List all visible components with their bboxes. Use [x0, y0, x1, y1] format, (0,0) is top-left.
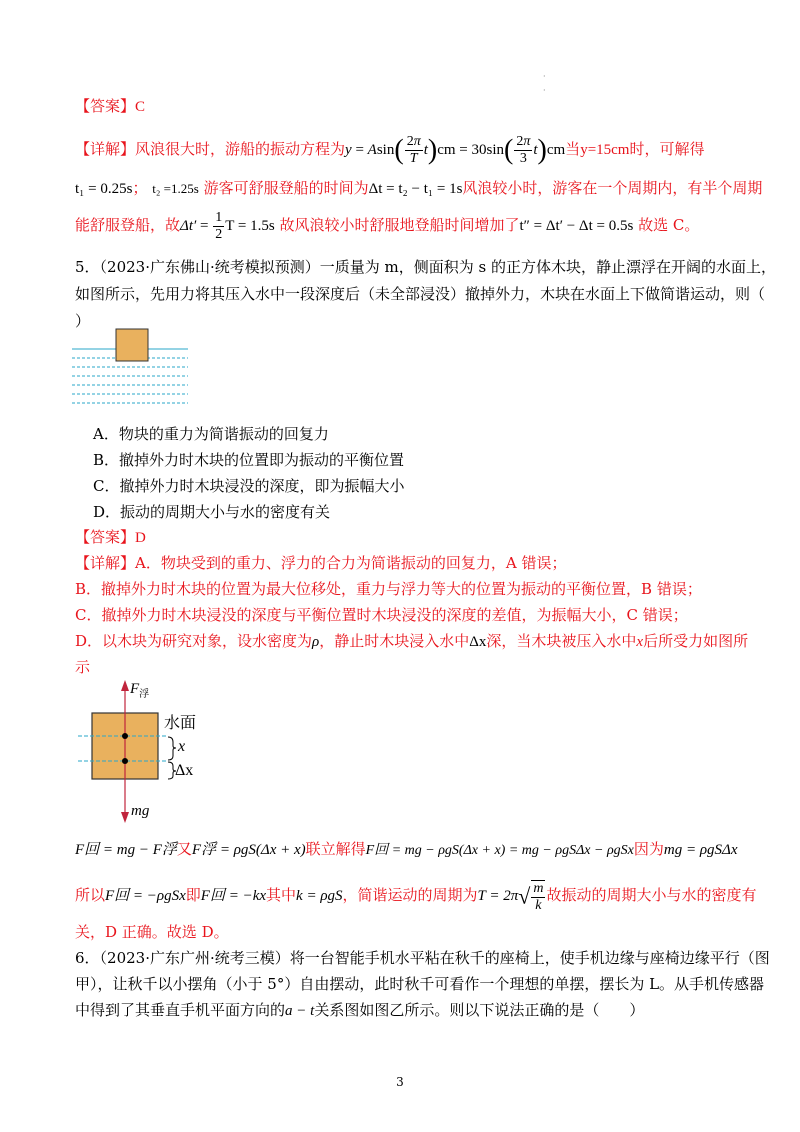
- q5-stem-line-1: 5．（2023·广东佛山·统考模拟预测）一质量为 m，侧面积为 s 的正方体木块，静止漂浮在开阔的水面上，: [75, 258, 776, 276]
- x-label: x: [178, 738, 186, 755]
- wood-block: [116, 329, 148, 361]
- q5-detail-d-line-2: 示: [75, 658, 91, 676]
- q5-floating-block-figure: [72, 325, 190, 410]
- q5-option-d: D．振动的周期大小与水的密度有关: [93, 503, 331, 521]
- q4-vibration-equation: y = Asin( $\frac{2\pi}{T}$ t)cm = 30sin( $\frac{2\pi}{3}$ t)cm: [345, 134, 566, 167]
- q5-answer: 【答案】D: [75, 528, 146, 546]
- q5-option-c: C．撤掉外力时木块浸没的深度，即为振幅大小: [93, 477, 405, 495]
- q4-detail-line-1: 【详解】风浪很大时，游船的振动方程为y = Asin( $\frac{2\pi}{T}$ t)cm = 30sin( $\frac{2\pi}{3}$ t)cm当y=15cm时，可解得: [75, 134, 705, 167]
- q5-option-a: A．物块的重力为简谐振动的回复力: [93, 425, 329, 443]
- q5-detail-a: 【详解】A．物块受到的重力、浮力的合力为简谐振动的回复力，A 错误；: [75, 554, 567, 572]
- header-dots: · ·: [543, 72, 546, 95]
- q5-detail-c: C．撤掉外力时木块浸没的深度与平衡位置时木块浸没的深度的差值，为振幅大小，C 错误；: [75, 606, 688, 624]
- q5-eq-line-3: 关，D 正确。故选 D。: [75, 923, 229, 941]
- q4-detail-line-2: t₁ = 0.25s； t₂ =1.25s 游客可舒服登船的时间为Δt = t₂ − t₁ = 1s风浪较小时，游客在一个周期内，有半个周期: [75, 179, 763, 197]
- q5-stem-line-3: ）: [75, 312, 91, 330]
- q5-detail-b: B．撤掉外力时木块的位置为最大位移处，重力与浮力等大的位置为振动的平衡位置，B 错误；: [75, 580, 702, 598]
- buoyancy-label: $F_浮$: [130, 681, 150, 700]
- q6-line-1: 6．（2023·广东广州·统考三模）将一台智能手机水平粘在秋千的座椅上，使手机边缘与座椅边缘平行（图: [75, 949, 770, 967]
- q4-detail-line-3: 能舒服登船，故Δt′ = $\frac{1}{2}$ T = 1.5s 故风浪较小时舒服地登船时间增加了t″ = Δt′ − Δt = 0.5s 故选 C。: [75, 210, 700, 243]
- q5-eq-line-1: F回 = mg − F浮又F浮 = ρgS(Δx + x)联立解得F回 = mg − ρgS(Δx + x) = mg − ρgSΔx − ρgSx因为mg = ρgSΔx: [75, 840, 738, 858]
- dx-label: Δx: [175, 762, 194, 779]
- q5-force-diagram: [78, 676, 208, 826]
- q6-line-2: 甲），让秋千以小摆角（小于 5°）自由摆动，此时秋千可看作一个理想的单摆，摆长为 L。从手机传感器: [75, 975, 765, 993]
- page-number: 3: [396, 1075, 404, 1089]
- q4-answer: 【答案】C: [75, 97, 146, 115]
- gravity-arrow-head: [121, 812, 129, 823]
- water-surface-label: 水面: [164, 713, 197, 732]
- q5-eq-line-2: 所以F回 = −ρgSx即F回 = −kx其中k = ρgS，简谐运动的周期为T = 2π√ $\frac{m}{k}$ 故振动的周期大小与水的密度有: [75, 880, 757, 913]
- q5-detail-d-line-1: D．以木块为研究对象，设水密度为ρ，静止时木块浸入水中Δx深，当木块被压入水中x后所受力如图所: [75, 632, 749, 650]
- q5-option-b: B．撤掉外力时木块的位置即为振动的平衡位置: [93, 451, 405, 469]
- mg-label: mg: [131, 803, 150, 819]
- q5-stem-line-2: 如图所示，先用力将其压入水中一段深度后（未全部浸没）撤掉外力，木块在水面上下做简谐运动，则（: [75, 285, 766, 303]
- q6-line-3: 中得到了其垂直手机平面方向的a − t关系图如图乙所示。则以下说法正确的是（ ）: [75, 1001, 645, 1019]
- buoyancy-arrow-head: [121, 680, 129, 691]
